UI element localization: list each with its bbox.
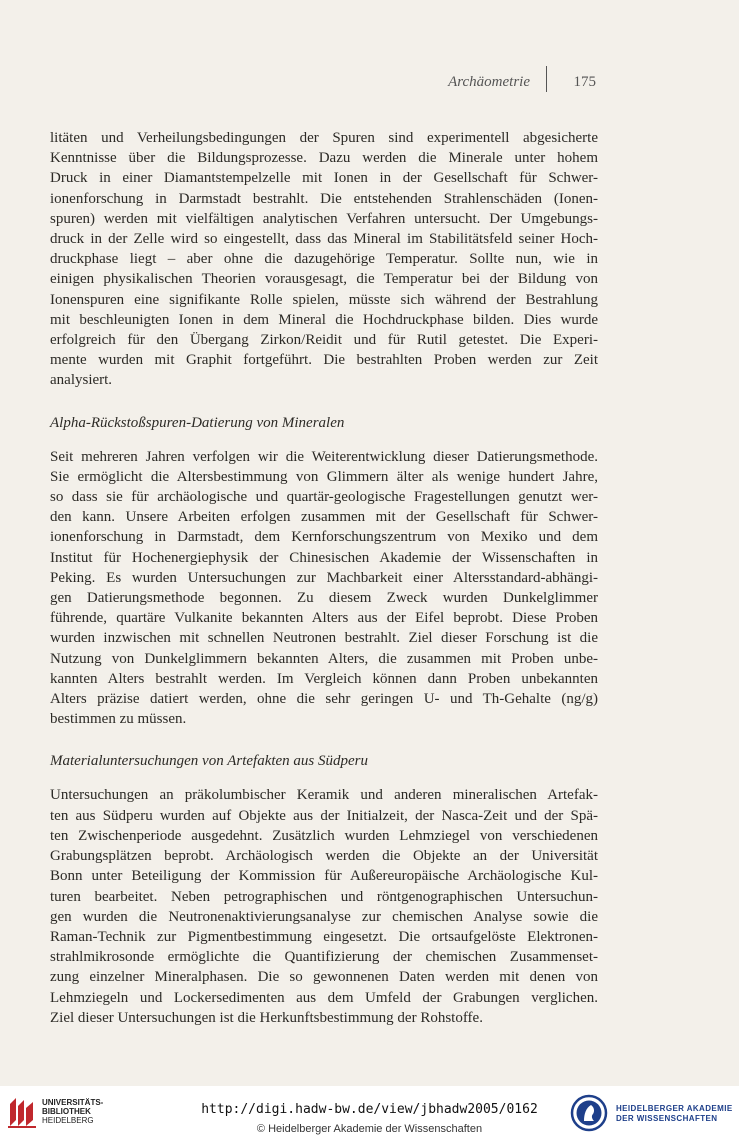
text-line: einigen physikalischen Theorien vorausgesagt, die Temperatur bei der Bildung von [50, 271, 598, 288]
academy-seal-icon [570, 1094, 608, 1132]
section-heading-artefacts: Materialuntersuchungen von Artefakten aus Südperu [50, 753, 369, 770]
text-line: analysiert. [50, 372, 113, 389]
text-line: ten Zwischenperiode ausgedehnt. Zusätzlich wurden Lehmziegel von verschiedenen [50, 827, 598, 844]
text-line: Seit mehreren Jahren verfolgen wir die Weiterentwicklung dieser Datierungsmethode. [50, 448, 598, 465]
text-line: druckphase liegt – aber ohne die dazugehörige Temperatur. Sollte nun, wie in [50, 251, 598, 268]
running-head [430, 74, 600, 98]
text-line: Untersuchungen an präkolumbischer Keramik und anderen mineralischen Artefak- [50, 787, 598, 804]
text-line: erfolgreich für den Übergang Zirkon/Reidit und für Rutil getestet. Die Experi- [50, 332, 598, 349]
text-line: litäten und Verheilungsbedingungen der Spuren sind experimentell abgesicherte [50, 130, 598, 146]
text-line: wurden inzwischen mit schnellen Neutronen bestrahlt. Ziel dieser Forschung ist die [50, 630, 598, 647]
running-head-title: Archäometrie [448, 74, 530, 90]
text-line: druck in der Zelle wird so eingestellt, dass das Mineral im Stabilitätsfeld seiner Hoch- [50, 231, 598, 248]
text-line: gen wurden die Neutronenaktivierungsanalyse zur chemischen Analyse sowie die [50, 908, 598, 925]
paragraph-1 [50, 128, 598, 391]
text-line: den kann. Unsere Arbeiten erfolgen zusammen mit der Gesellschaft für Schwer- [50, 509, 598, 526]
text-line: zung einzelner Mineralphasen. Die so gewonnenen Daten werden mit denen von [50, 969, 598, 986]
library-name-line1: UNIVERSITÄTS- [42, 1098, 104, 1107]
text-line: so dass sie für archäologische und quartär-geologische Fragestellungen genutzt wer- [50, 489, 598, 506]
running-head-divider [546, 66, 547, 92]
source-url-link[interactable]: http://digi.hadw-bw.de/view/jbhadw2005/0162 [201, 1102, 538, 1117]
library-city: HEIDELBERG [42, 1116, 94, 1125]
text-line: Institut für Hochenergiephysik der Chinesischen Akademie der Wissenschaften in [50, 549, 598, 566]
text-line: Alters präzise datiert werden, ohne die sehr geringen U- und Th-Gehalte (ng/g) [50, 691, 598, 708]
text-line: ionenforschung in Darmstadt bestrahlt. Die entstehenden Strahlenschäden (Ionen- [50, 190, 598, 207]
text-line: Nutzung von Dunkelglimmern bekannten Alters, die zusammen mit Proben unbe- [50, 650, 598, 667]
text-line: kannten Alters bestrahlt werden. Im Vergleich können dann Proben unbekannten [50, 670, 598, 687]
text-line: Bonn unter Beteiligung der Kommission für Außereuropäische Archäologische Kul- [50, 868, 598, 885]
text-line: Ionenspuren eine signifikante Rolle spielen, müsste sich während der Bestrahlung [50, 291, 598, 308]
text-line: spuren) werden mit vielfältigen analytischen Verfahren untersucht. Der Umgebungs- [50, 210, 598, 227]
text-line: Kenntnisse über die Bildungsprozesse. Dazu werden die Minerale unter hohem [50, 150, 598, 167]
academy-name-line2: DER WISSENSCHAFTEN [616, 1114, 718, 1123]
text-line: Raman-Technik zur Pigmentbestimmung eingesetzt. Die ortsaufgelöste Elektronen- [50, 928, 598, 945]
body-text [50, 128, 598, 1028]
academy-name [616, 1104, 733, 1124]
academy-name-line1: HEIDELBERGER AKADEMIE [616, 1104, 733, 1113]
section-heading-alpha-dating: Alpha-Rückstoßspuren-Datierung von Mineralen [50, 414, 345, 431]
text-line: Peking. Es wurden Untersuchungen zur Machbarkeit einer Altersstandard-abhängi- [50, 569, 598, 586]
footer-bar [0, 1086, 739, 1141]
text-line: Druck in einer Diamantstempelzelle mit Ionen in der Gesellschaft für Schwer- [50, 170, 598, 187]
text-line: führende, quartäre Vulkanite bekannten Alters aus der Eifel beprobt. Diese Proben [50, 610, 598, 627]
text-line: turen bearbeitet. Neben petrographischen und röntgenographischen Untersuchun- [50, 888, 598, 905]
paragraph-2 [50, 447, 598, 730]
paragraph-3 [50, 785, 598, 1027]
text-line: strahlmikrosonde ermöglichte die Quantifizierung der chemischen Zusammenset- [50, 949, 598, 966]
text-line: gen Datierungsmethode begonnen. Zu diesem Zweck wurden Dunkelglimmer [50, 590, 598, 607]
page-number: 175 [573, 74, 596, 90]
library-name-line2: BIBLIOTHEK [42, 1107, 91, 1116]
text-line: Lehmziegeln und Lockersedimenten aus dem Umfeld der Grabungen verglichen. [50, 989, 598, 1006]
text-line: Grabungsplätzen beprobt. Archäologisch werden die Objekte an der Universität [50, 848, 598, 865]
text-line: mente wurden mit Graphit fortgeführt. Die bestrahlten Proben werden zur Zeit [50, 352, 598, 369]
text-line: Sie ermöglicht die Altersbestimmung von Glimmern älter als wenige hundert Jahre, [50, 468, 598, 485]
text-line: bestimmen zu müssen. [50, 711, 187, 728]
copyright-notice: © Heidelberger Akademie der Wissenschaften [256, 1123, 483, 1135]
text-line: ten aus Südperu wurden auf Objekte aus der Initialzeit, der Nasca-Zeit und der Spä- [50, 807, 598, 824]
text-line: ionenforschung in Darmstadt, dem Kernforschungszentrum von Mexiko und dem [50, 529, 598, 546]
text-line: mit beschleunigten Ionen in dem Mineral die Hochdruckphase bilden. Dies wurde [50, 311, 598, 328]
text-line: Ziel dieser Untersuchungen ist die Herkunftsbestimmung der Rohstoffe. [50, 1009, 483, 1026]
